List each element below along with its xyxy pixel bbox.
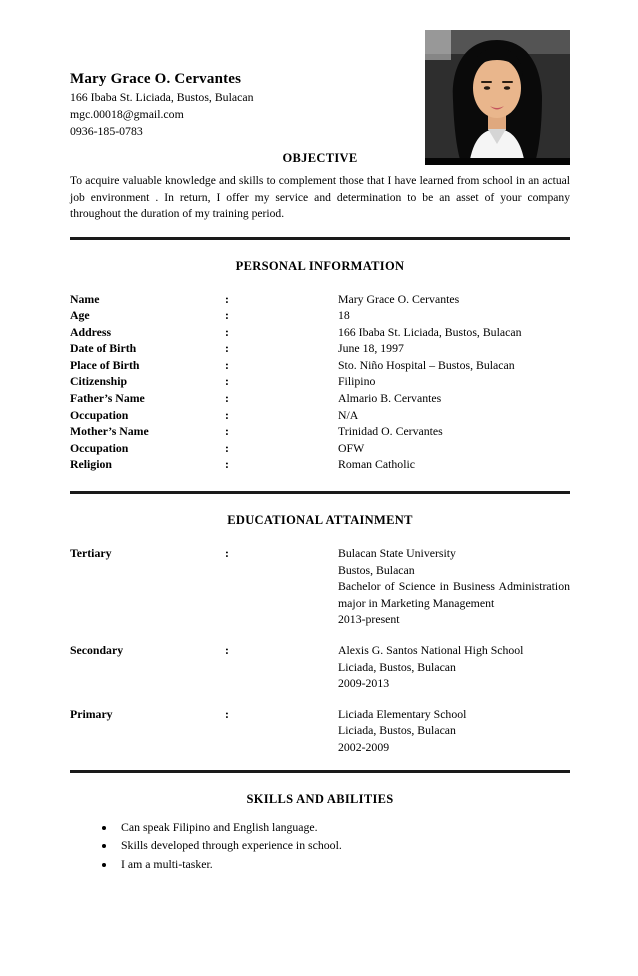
info-row — [70, 307, 570, 324]
info-value: N/A — [338, 407, 359, 422]
personal-info-heading: PERSONAL INFORMATION — [235, 258, 405, 273]
colon-separator: : — [225, 341, 229, 356]
education-label: Secondary — [70, 643, 124, 657]
education-details — [338, 706, 570, 756]
education-entry — [70, 706, 570, 756]
section-divider — [70, 770, 570, 773]
objective-heading: OBJECTIVE — [282, 151, 358, 165]
colon-separator: : — [225, 324, 229, 339]
skill-item: • Can speak Filipino and English language. — [116, 818, 570, 837]
section-divider — [70, 491, 570, 494]
candidate-phone: 0936-185-0783 — [70, 124, 143, 138]
info-value: OFW — [338, 440, 365, 455]
skills-list — [70, 818, 570, 874]
info-label: Mother’s Name — [70, 424, 149, 439]
colon-separator: : — [225, 308, 229, 323]
info-value: Trinidad O. Cervantes — [338, 424, 443, 439]
info-value: Roman Catholic — [338, 457, 415, 472]
colon-separator: : — [225, 706, 229, 721]
skill-item: • Skills developed through experience in school. — [116, 836, 570, 855]
candidate-email: mgc.00018@gmail.com — [70, 107, 184, 121]
education-label: Primary — [70, 706, 113, 721]
section-divider — [70, 237, 570, 240]
info-label: Occupation — [70, 440, 129, 455]
info-label: Occupation — [70, 407, 129, 422]
education-line: 2002-2009 — [338, 739, 390, 754]
info-label: Religion — [70, 457, 112, 472]
info-label: Father’s Name — [70, 391, 145, 406]
info-row — [70, 390, 570, 407]
colon-separator: : — [225, 643, 229, 657]
colon-separator: : — [225, 407, 229, 422]
info-row — [70, 324, 570, 341]
skill-item: • I am a multi-tasker. — [116, 855, 570, 874]
info-value: June 18, 1997 — [338, 341, 404, 356]
education-heading: EDUCATIONAL ATTAINMENT — [227, 513, 413, 528]
colon-separator: : — [225, 546, 229, 561]
info-value: Almario B. Cervantes — [338, 391, 442, 406]
colon-separator: : — [225, 391, 229, 406]
info-row — [70, 407, 570, 424]
education-line: 2013-present — [338, 612, 400, 627]
info-row — [70, 340, 570, 357]
education-line: Bachelor of Science in Business Administration major in Marketing Management — [338, 579, 570, 610]
education-details — [338, 545, 570, 628]
colon-separator: : — [225, 291, 229, 306]
education-line: 2009-2013 — [338, 676, 390, 691]
info-row — [70, 423, 570, 440]
skills-heading: SKILLS AND ABILITIES — [246, 791, 394, 806]
info-label: Citizenship — [70, 374, 128, 389]
education-entry — [70, 545, 570, 628]
colon-separator: : — [225, 440, 229, 455]
education-line: Liciada Elementary School — [338, 706, 467, 721]
colon-separator: : — [225, 424, 229, 439]
info-row — [70, 357, 570, 374]
info-value: 18 — [338, 308, 350, 323]
education-entry — [70, 642, 570, 692]
info-value: Sto. Niño Hospital – Bustos, Bulacan — [338, 357, 515, 372]
education-line: Liciada, Bustos, Bulacan — [338, 659, 456, 674]
info-label: Address — [70, 324, 112, 339]
candidate-name: Mary Grace O. Cervantes — [70, 71, 242, 87]
education-label: Tertiary — [70, 546, 112, 561]
education-line: Bustos, Bulacan — [338, 562, 415, 577]
education-section — [70, 545, 570, 756]
info-row — [70, 373, 570, 390]
info-value: Mary Grace O. Cervantes — [338, 291, 460, 306]
info-row — [70, 440, 570, 457]
info-value: 166 Ibaba St. Liciada, Bustos, Bulacan — [338, 324, 522, 339]
colon-separator: : — [225, 357, 229, 372]
education-line: Alexis G. Santos National High School — [338, 643, 524, 657]
education-details — [338, 642, 570, 692]
education-line: Bulacan State University — [338, 546, 456, 561]
info-label: Date of Birth — [70, 341, 137, 356]
info-label: Age — [70, 308, 90, 323]
portrait-photo — [425, 30, 570, 165]
personal-info-table — [70, 291, 570, 474]
info-value: Filipino — [338, 374, 376, 389]
info-row — [70, 291, 570, 308]
candidate-address: 166 Ibaba St. Liciada, Bustos, Bulacan — [70, 90, 254, 104]
info-label: Name — [70, 291, 100, 306]
colon-separator: : — [225, 457, 229, 472]
info-row — [70, 456, 570, 473]
objective-text: To acquire valuable knowledge and skills to complement those that I have learned from school in an actual job environment . In return, I offer my service and determination to be an asset of your company throughout the duration of my training period. — [70, 174, 570, 220]
info-label: Place of Birth — [70, 357, 140, 372]
colon-separator: : — [225, 374, 229, 389]
education-line: Liciada, Bustos, Bulacan — [338, 723, 456, 738]
